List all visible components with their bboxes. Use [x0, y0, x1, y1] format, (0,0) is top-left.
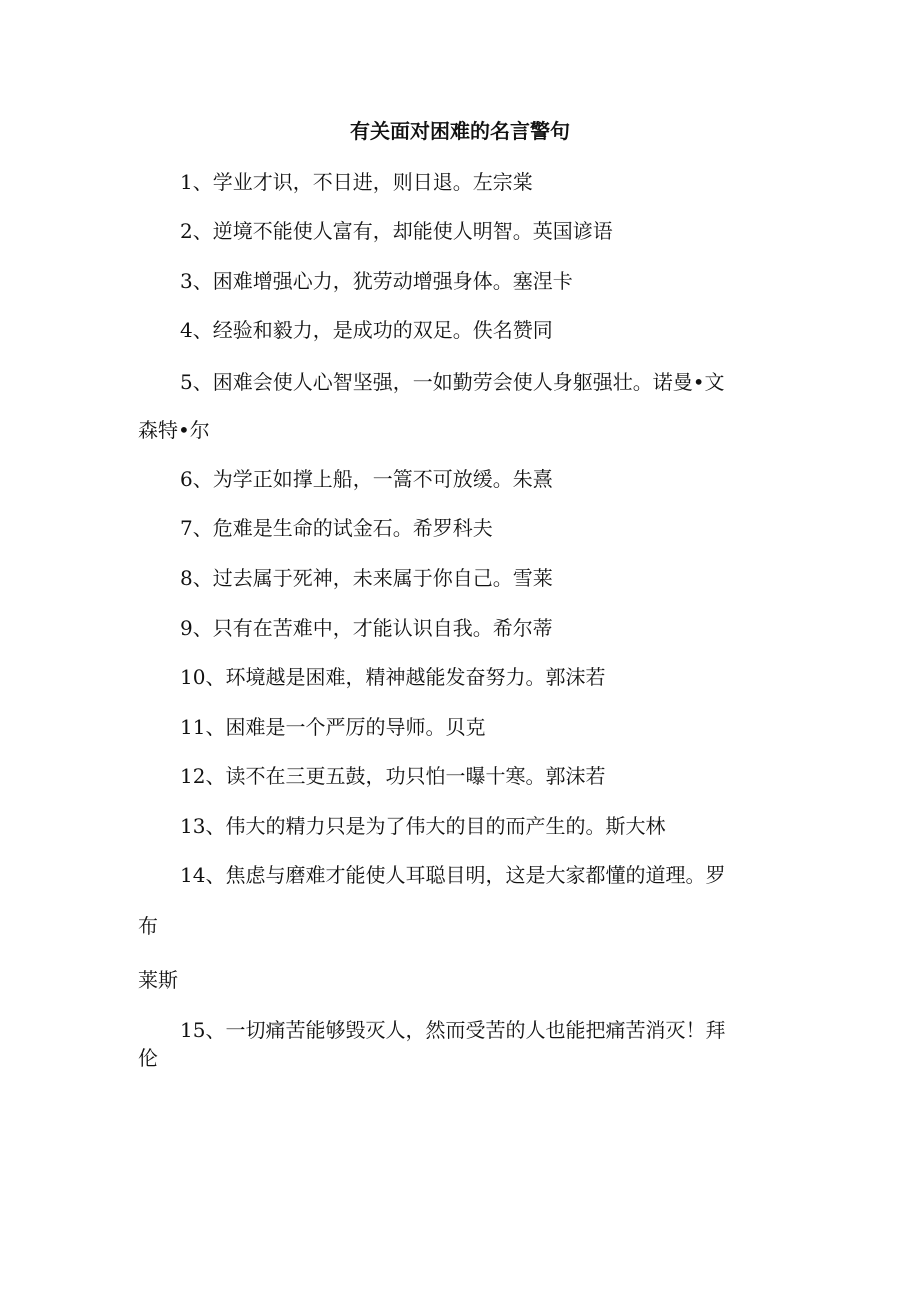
quote-3: 3、困难增强心力，犹劳动增强身体。塞涅卡	[180, 269, 573, 293]
quote-12: 12、读不在三更五鼓，功只怕一曝十寒。郭沫若	[180, 764, 606, 788]
quote-10: 10、环境越是困难，精神越能发奋努力。郭沫若	[180, 665, 606, 689]
quote-7: 7、危难是生命的试金石。希罗科夫	[180, 516, 493, 540]
quote-14-line-3: 莱斯	[138, 968, 178, 992]
quote-9: 9、只有在苦难中，才能认识自我。希尔蒂	[180, 616, 553, 640]
quote-15-line-2: 伦	[138, 1046, 158, 1070]
quote-11: 11、困难是一个严厉的导师。贝克	[180, 715, 486, 739]
quote-6: 6、为学正如撑上船，一篙不可放缓。朱熹	[180, 467, 553, 491]
quote-14-line-2: 布	[138, 914, 158, 938]
quote-15-line-1: 15、一切痛苦能够毁灭人，然而受苦的人也能把痛苦消灭！拜	[180, 1018, 726, 1042]
quote-8: 8、过去属于死神，未来属于你自己。雪莱	[180, 566, 553, 590]
document-title: 有关面对困难的名言警句	[350, 119, 570, 143]
quote-1: 1、学业才识，不日进，则日退。左宗棠	[180, 170, 533, 194]
quote-5-line-1: 5、困难会使人心智坚强，一如勤劳会使人身躯强壮。诺曼•文	[180, 370, 725, 394]
quote-4: 4、经验和毅力，是成功的双足。佚名赞同	[180, 318, 553, 342]
quote-2: 2、逆境不能使人富有，却能使人明智。英国谚语	[180, 219, 613, 243]
quote-14-line-1: 14、焦虑与磨难才能使人耳聪目明，这是大家都懂的道理。罗	[180, 863, 726, 887]
quote-13: 13、伟大的精力只是为了伟大的目的而产生的。斯大林	[180, 814, 666, 838]
quote-5-line-2: 森特•尔	[138, 418, 210, 442]
